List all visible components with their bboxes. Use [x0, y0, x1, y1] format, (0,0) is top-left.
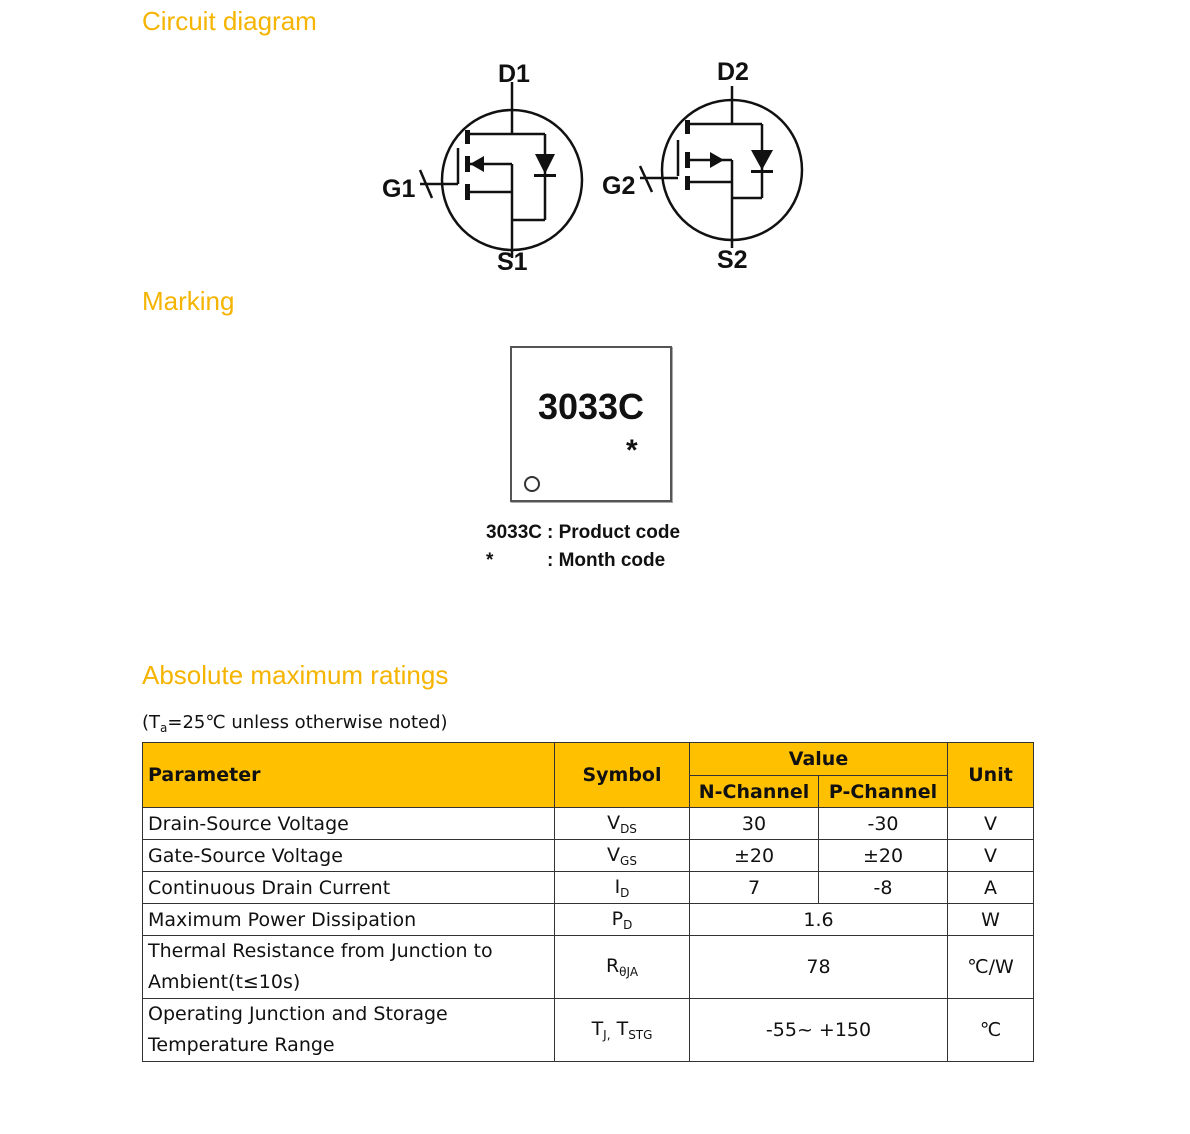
- symbol-main: V: [607, 843, 621, 866]
- header-value: Value: [690, 743, 948, 776]
- table-row: [143, 936, 1034, 999]
- row-unit: A: [948, 872, 1034, 904]
- chip-product-code: 3033C: [537, 386, 645, 427]
- table-row: [143, 999, 1034, 1062]
- header-p-channel: P-Channel: [819, 776, 948, 808]
- p-channel-body-marks: [685, 120, 773, 190]
- row-parameter: Gate-Source Voltage: [143, 840, 555, 872]
- symbol-sub: θJA: [619, 965, 639, 979]
- row-parameter: Maximum Power Dissipation: [143, 904, 555, 936]
- pin-label-s1: S1: [497, 248, 528, 276]
- pin-label-g2: G2: [602, 172, 636, 200]
- row-symbol: [555, 936, 690, 999]
- row-unit: ℃/W: [948, 936, 1034, 999]
- circuit-diagram-title: Circuit diagram: [142, 6, 317, 36]
- row-n-value: 30: [690, 808, 819, 840]
- ratings-conditions-note: [142, 712, 448, 735]
- conditions-prefix: (T: [142, 712, 161, 733]
- symbol-sub: GS: [620, 853, 637, 868]
- row-n-value: 7: [690, 872, 819, 904]
- absolute-max-ratings-table: [142, 742, 1034, 1062]
- table-row: [143, 872, 1034, 904]
- header-symbol: Symbol: [555, 743, 690, 808]
- row-p-value: -30: [819, 808, 948, 840]
- symbol-main: I: [614, 875, 621, 898]
- legend-key-product: 3033C: [486, 522, 542, 543]
- package-marking: [510, 346, 672, 502]
- parameter-line-2: Temperature Range: [148, 1034, 335, 1056]
- row-parameter: Drain-Source Voltage: [143, 808, 555, 840]
- pin-label-g1: G1: [382, 175, 416, 203]
- chip-month-code: *: [626, 434, 638, 467]
- symbol-main: P: [611, 907, 624, 930]
- pin-label-d2: D2: [717, 58, 749, 86]
- symbol-main-2: T: [610, 1018, 629, 1040]
- absolute-max-ratings-title: Absolute maximum ratings: [142, 660, 449, 690]
- row-value: 78: [690, 936, 948, 999]
- header-unit: Unit: [948, 743, 1034, 808]
- parameter-line-2: Ambient(t≤10s): [148, 971, 301, 993]
- legend-desc-product: : Product code: [547, 522, 681, 543]
- symbol-sub: DS: [620, 821, 637, 836]
- row-parameter: [143, 936, 555, 999]
- marking-title: Marking: [142, 286, 235, 316]
- row-symbol: [555, 999, 690, 1062]
- table-row: [143, 904, 1034, 936]
- symbol-sub: D: [623, 917, 633, 932]
- row-parameter: Continuous Drain Current: [143, 872, 555, 904]
- symbol-sub: J,: [603, 1028, 611, 1042]
- row-unit: W: [948, 904, 1034, 936]
- pin-label-s2: S2: [717, 246, 748, 274]
- row-unit: ℃: [948, 999, 1034, 1062]
- table-row: [143, 808, 1034, 840]
- row-value: -55~ +150: [690, 999, 948, 1062]
- pin-label-d1: D1: [498, 60, 530, 88]
- mosfet-circuit-diagram: [370, 52, 810, 282]
- p-channel-mosfet-symbol: [640, 86, 802, 248]
- row-unit: V: [948, 808, 1034, 840]
- row-p-value: ±20: [819, 840, 948, 872]
- table-row: [143, 840, 1034, 872]
- row-symbol: [555, 840, 690, 872]
- row-n-value: ±20: [690, 840, 819, 872]
- symbol-main: V: [607, 811, 621, 834]
- symbol-sub: D: [620, 885, 630, 900]
- legend-desc-month: : Month code: [547, 550, 666, 571]
- pin1-dot-icon: [524, 476, 540, 492]
- conditions-sub: a: [160, 721, 168, 735]
- n-channel-mosfet-symbol: [420, 82, 582, 258]
- parameter-line-1: Thermal Resistance from Junction to: [148, 940, 493, 962]
- symbol-sub-2: STG: [628, 1028, 653, 1042]
- header-parameter: Parameter: [143, 743, 555, 808]
- symbol-main: T: [591, 1018, 604, 1040]
- row-symbol: [555, 872, 690, 904]
- row-symbol: [555, 808, 690, 840]
- row-parameter: [143, 999, 555, 1062]
- parameter-line-1: Operating Junction and Storage: [148, 1003, 448, 1025]
- row-value: 1.6: [690, 904, 948, 936]
- row-symbol: [555, 904, 690, 936]
- row-p-value: -8: [819, 872, 948, 904]
- symbol-main: R: [605, 955, 620, 977]
- legend-key-month: *: [486, 550, 494, 571]
- row-unit: V: [948, 840, 1034, 872]
- header-n-channel: N-Channel: [690, 776, 819, 808]
- conditions-suffix: =25℃ unless otherwise noted): [167, 712, 448, 733]
